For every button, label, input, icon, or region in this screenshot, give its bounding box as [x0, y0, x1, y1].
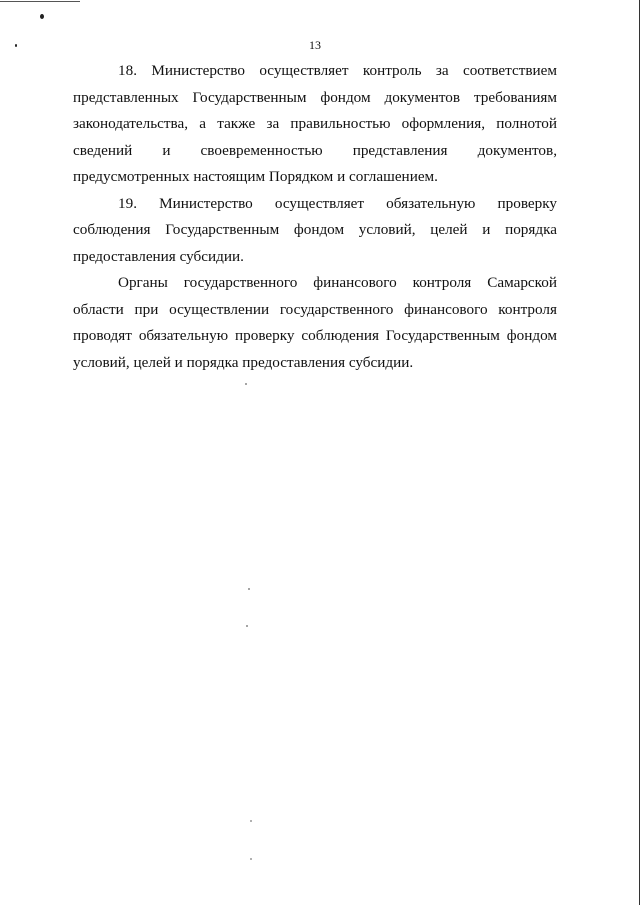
scan-speck [246, 625, 248, 627]
scan-edge-top [0, 1, 80, 2]
scan-speck [248, 588, 250, 590]
scan-speck [40, 14, 44, 19]
body-text [73, 58, 557, 376]
paragraph-18: 18. Министерство осуществляет контроль за соответствием представленных Государственным фондом документов требованиям законодательства, а также за правильностью оформления, полнотой сведений и своевременностью представления документов, предусмотренных настоящим Порядком и соглашением. [73, 62, 557, 185]
paragraph-19: 19. Министерство осуществляет обязательную проверку соблюдения Государственным фондом условий, целей и порядка предоставления субсидии. [73, 194, 557, 265]
page-number: 13 [309, 38, 321, 52]
scan-speck [245, 383, 247, 385]
paragraph-control-bodies: Органы государственного финансового контроля Самарской области при осуществлении государственного финансового контроля проводят обязательную проверку соблюдения Государственным фондом условий, целей и порядка предоставления субсидии. [73, 274, 557, 371]
scan-speck [250, 858, 252, 860]
scan-speck [250, 820, 252, 822]
